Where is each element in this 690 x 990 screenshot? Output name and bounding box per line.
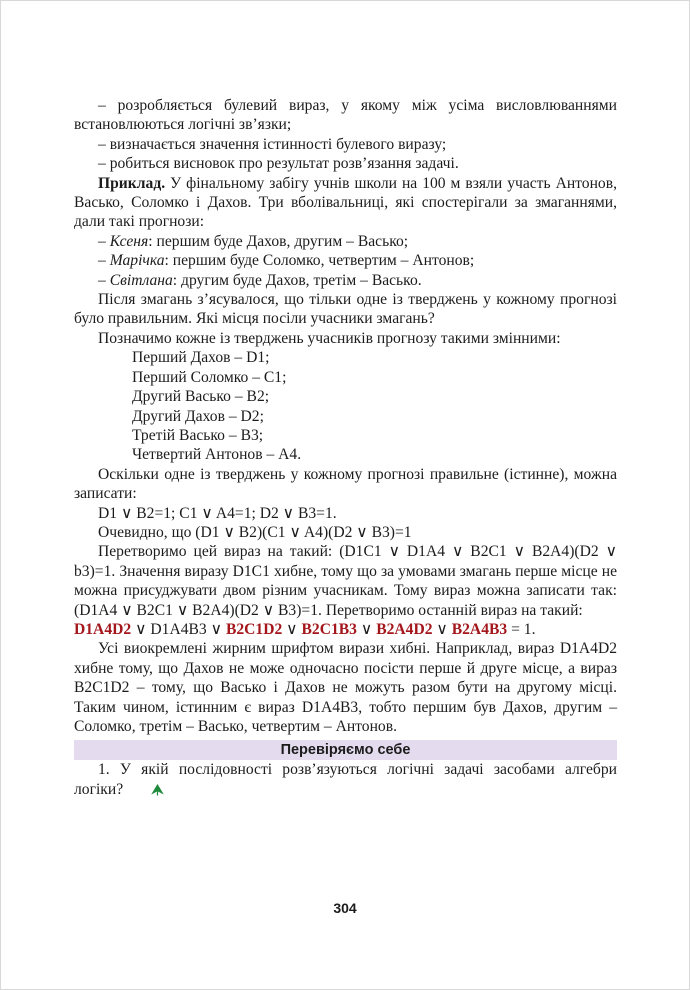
prediction-name: Світлана [109,271,173,289]
false-term: B2C1D2 [225,620,283,638]
prediction-text: : першим буде Соломко, четвертим – Антонов; [164,252,475,270]
variable-item: Третій Васько – B3; [132,426,264,444]
tree-icon [126,782,165,801]
paragraph-since: Оскільки одне із тверджень у кожному прогнозі правильне (істинне), можна записати: [74,465,617,503]
prediction-text: : першим буде Дахов, другим – Васько; [148,232,409,250]
prediction-text: : другим буде Дахов, третім – Васько. [172,271,422,289]
prediction-name: Ксеня [109,232,149,250]
false-term: B2A4B3 [451,620,508,638]
prediction-item: – Марічка: першим буде Соломко, четвертим – Антонов; [98,252,475,270]
page-number: 304 [333,900,357,916]
paragraph-transform: Перетворимо цей вираз на такий: (D1C1 ∨ D1A4 ∨ B2C1 ∨ B2A4)(D2 ∨ b3)=1. Значення виразу D1C1 хибне, тому що за умовами змагань перше місце не можна присуджувати двом різним учасникам. Тому вираз можна записати так: (D1A4 ∨ B2C1 ∨ B2A4)(D2 ∨ B3)=1. Перетворимо останній вираз на такий: [74,543,617,619]
example-text: У фінальному забігу учнів школи на 100 м взяли участь Антонов, Васько, Соломко і Дахов. Три вболівальниці, які спостерігали за змаганнями, дали такі прогнози: [74,174,617,231]
paragraph-conclusion: Усі виокремлені жирним шрифтом вирази хибні. Наприклад, вираз D1A4D2 хибне тому, що Дахов не може одночасно посісти перше й друге місце, а вираз B2C1D2 – тому, що Васько і Дахов не можуть разом бути на другому місці. Таким чином, істинним є вираз D1A4B3, тобто першим був Дахов, другим – Соломко, третім – Васько, четвертим – Антонов. [74,640,617,735]
true-term: D1A4B3 [150,620,207,638]
prediction-item: – Ксеня: першим буде Дахов, другим – Васько; [98,232,409,250]
section-heading-check-yourself: Перевіряємо себе [74,740,617,760]
prediction-item: – Світлана: другим буде Дахов, третім – Васько. [98,271,422,289]
variable-item: Перший Соломко – C1; [132,368,287,386]
paragraph-denote: Позначимо кожне із тверджень учасників прогнозу такими змінними: [98,329,561,347]
page-content [74,96,617,801]
false-term: D1A4D2 [74,620,132,638]
equations-line: D1 ∨ B2=1; C1 ∨ A4=1; D2 ∨ B3=1. [98,504,337,522]
obviously-line: Очевидно, що (D1 ∨ B2)(C1 ∨ A4)(D2 ∨ B3)=1 [98,523,412,541]
variable-item: Четвертий Антонов – A4. [132,446,302,464]
false-term: B2A4D2 [376,620,433,638]
question-text: 1. У якій послідовності розв’язуються логічні задачі засобами алгебри логіки? [74,761,617,798]
example-label: Приклад. [98,174,166,192]
prediction-name: Марічка [109,252,165,270]
false-term: B2C1B3 [301,620,357,638]
bullet-item: – робиться висновок про результат розв’язання задачі. [98,155,459,173]
variable-item: Другий Васько – B2; [132,388,270,406]
example-paragraph [74,174,617,232]
variable-item: Другий Дахов – D2; [132,407,264,425]
question-item [74,760,617,801]
variable-list [74,348,617,464]
bullet-item: – визначається значення істинності булевого виразу; [98,135,447,153]
bullet-item: – розробляється булевий вираз, у якому між усіма висловлюваннями встановлюються логічні зв’язки; [74,97,617,134]
variable-item: Перший Дахов – D1; [132,349,270,367]
paragraph-after-race: Після змагань з’ясувалося, що тільки одне із тверджень у кожному прогнозі було правильним. Які місця посіли учасники змагань? [74,291,617,328]
final-expression: D1A4D2 ∨ D1A4B3 ∨ B2C1D2 ∨ B2C1B3 ∨ B2A4D2 ∨ B2A4B3 = 1. [74,620,536,638]
